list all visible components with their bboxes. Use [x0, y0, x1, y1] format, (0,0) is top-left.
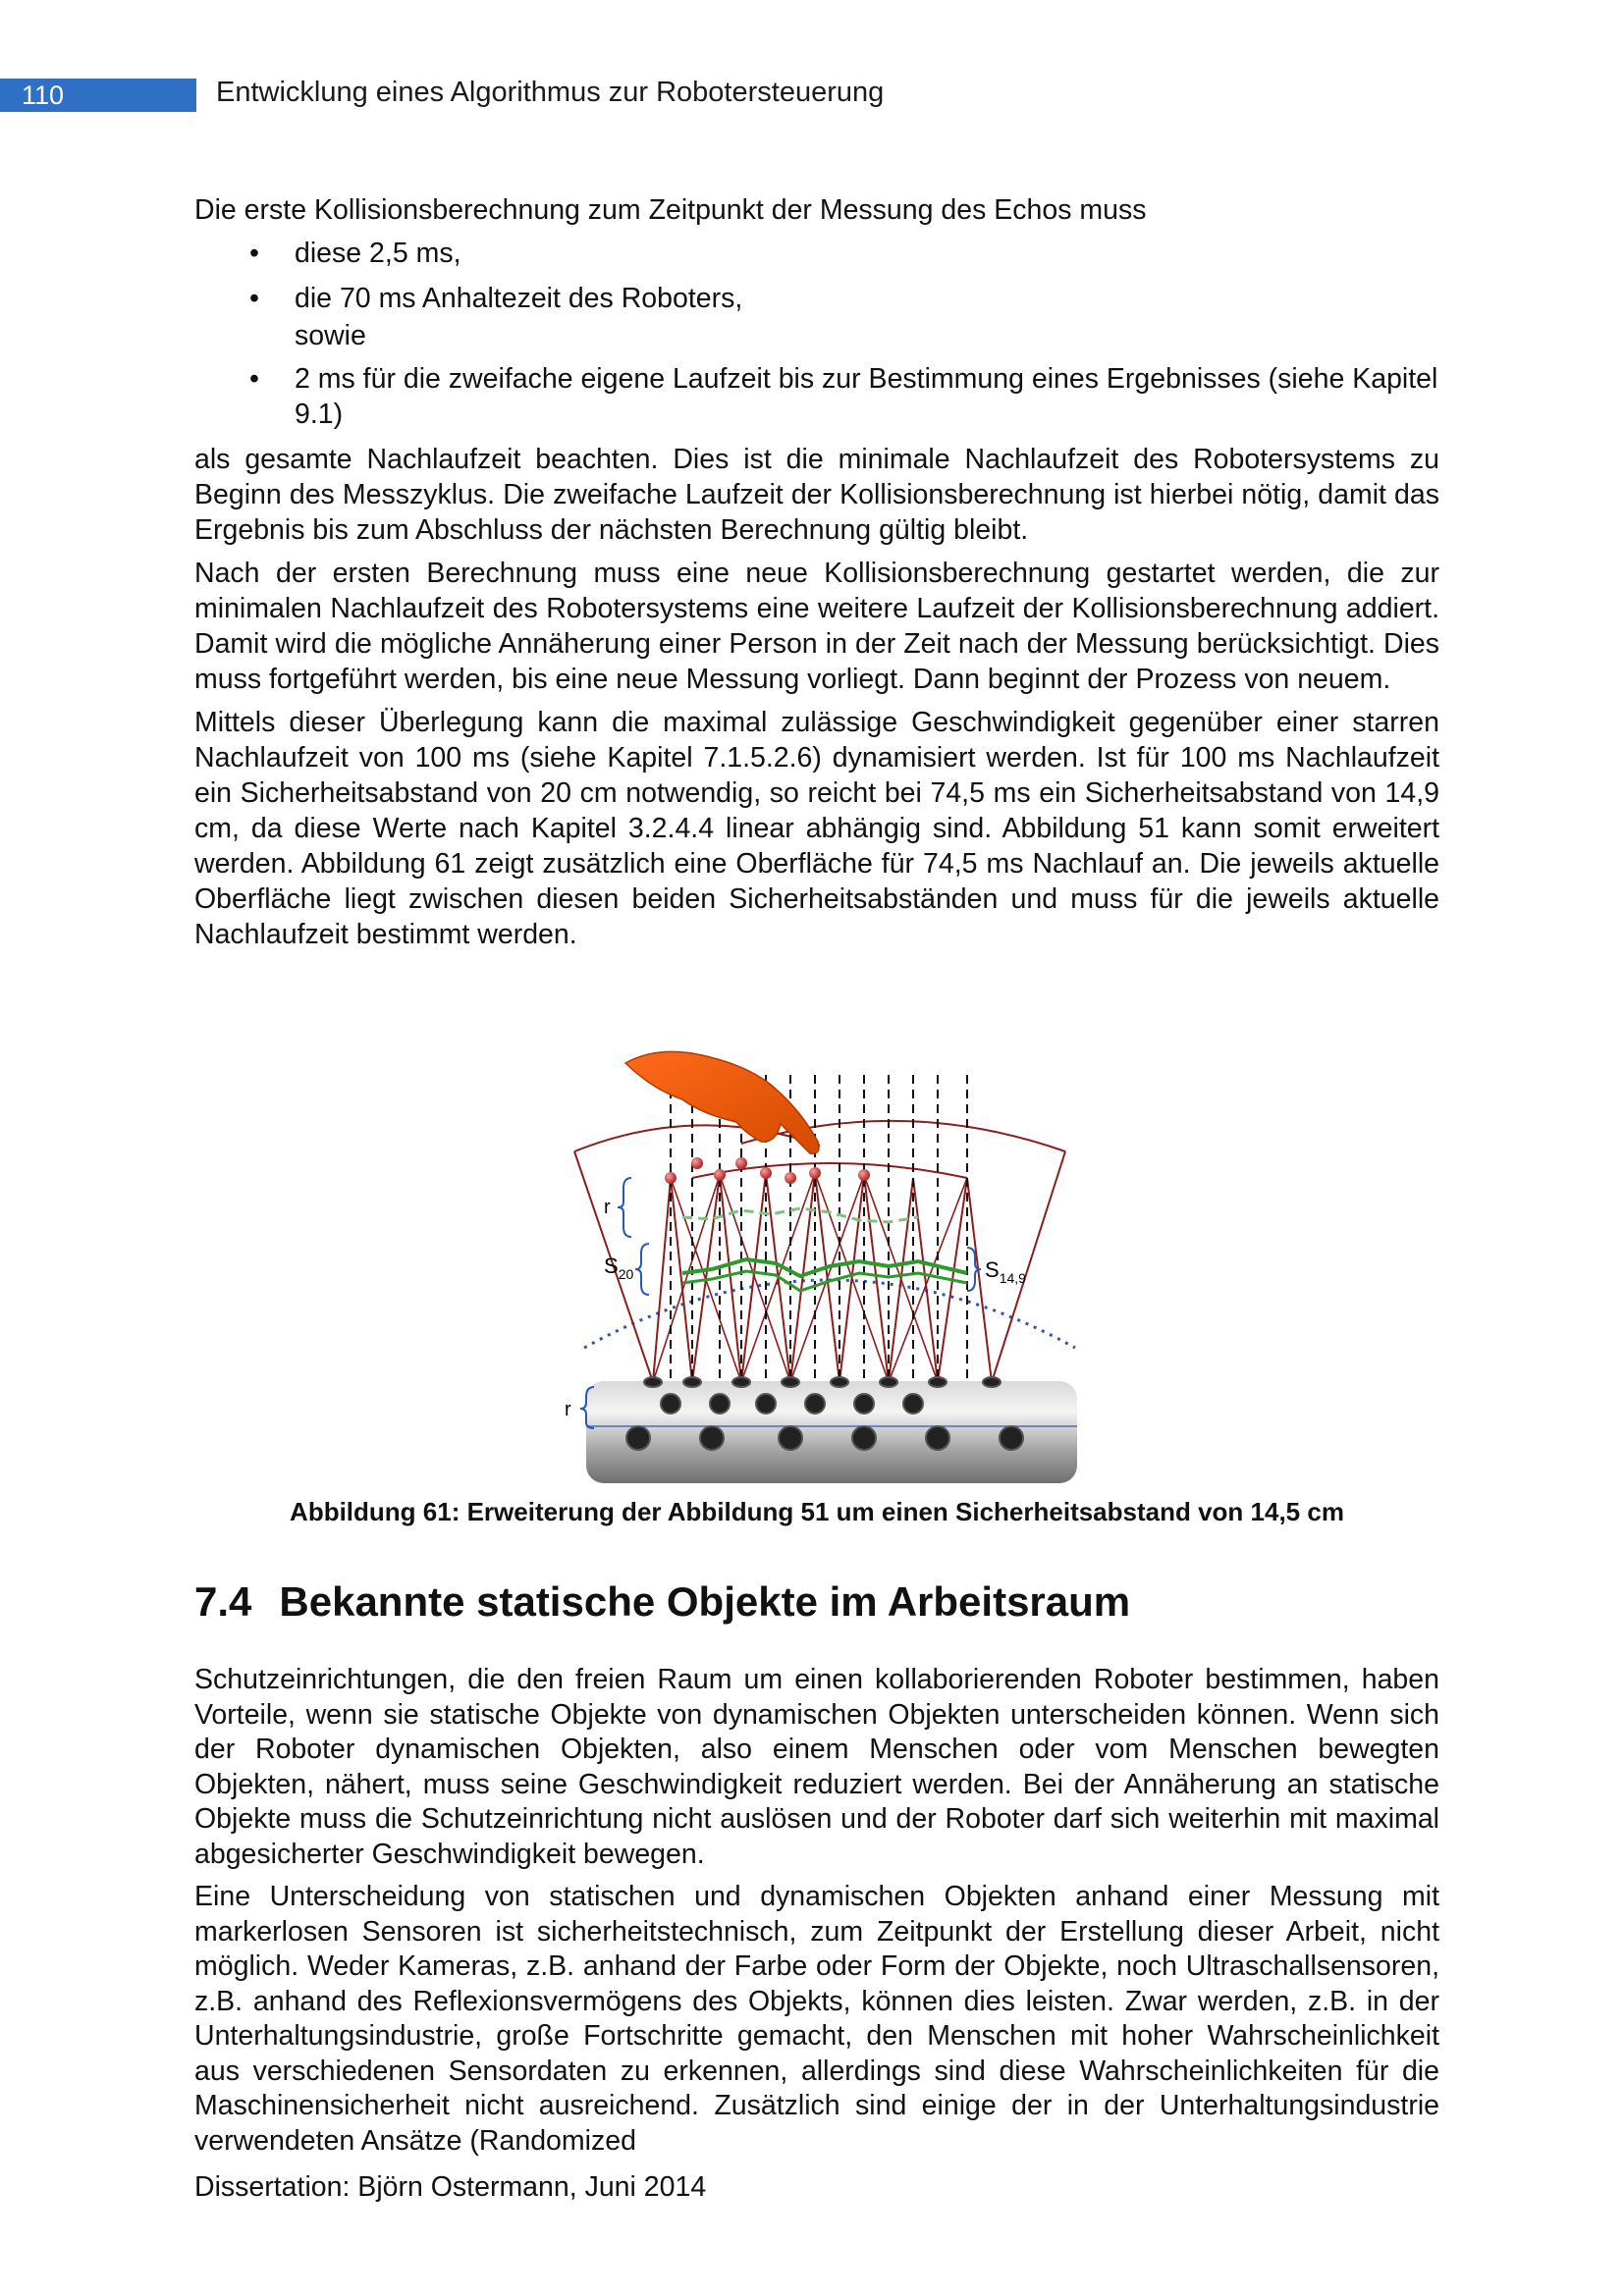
section-number: 7.4	[194, 1578, 252, 1625]
list-item: • diese 2,5 ms,	[249, 238, 461, 269]
figure-61	[565, 1016, 1085, 1497]
sowie-line: sowie	[295, 320, 366, 351]
paragraph: Schutzeinrichtungen, die den freien Raum um einen kollaborierenden Roboter bestimmen, haben Vorteile, wenn sie statische Objekte von dynamischen Objekten unterscheiden können. Wenn sich der Roboter dynamischen Objekten, also einem Menschen oder vom Menschen bewegten Objekten, nähert, muss seine Geschwindigkeit reduziert werden. Bei der Annäherung an statische Objekte muss die Schutzeinrichtung nicht auslösen und der Roboter darf sich weiterhin mit maximal abgesicherter Geschwindigkeit bewegen.	[194, 1664, 1439, 1870]
sensor-diagram	[565, 1016, 1085, 1497]
intro-paragraph: Die erste Kollisionsberechnung zum Zeitpunkt der Messung des Echos muss	[194, 194, 1147, 226]
label-r-top: r	[604, 1197, 611, 1218]
running-title: Entwicklung eines Algorithmus zur Robotersteuerung	[216, 77, 885, 108]
list-item: • die 70 ms Anhaltezeit des Roboters,	[249, 283, 743, 314]
figure-caption: Abbildung 61: Erweiterung der Abbildung 51 um einen Sicherheitsabstand von 14,5 cm	[290, 1497, 1344, 1526]
label-r-bottom: r	[565, 1399, 571, 1420]
cone-edge	[992, 1151, 1065, 1382]
paragraph: Mittels dieser Überlegung kann die maximal zulässige Geschwindigkeit gegenüber einer starren Nachlaufzeit von 100 ms (siehe Kapitel 7.1.5.2.6) dynamisiert werden. Ist für 100 ms Nachlaufzeit ein Sicherheitsabstand von 20 cm notwendig, so reicht bei 74,5 ms ein Sicherheitsabstand von 14,9 cm, da diese Werte nach Kapitel 3.2.4.4 linear abhängig sind. Abbildung 51 kann somit erweitert werden. Abbildung 61 zeigt zusätzlich eine Oberfläche für 74,5 ms Nachlauf an. Die jeweils aktuelle Oberfläche liegt zwischen diesen beiden Sicherheitsabständen und muss für die jeweils aktuelle Nachlaufzeit bestimmt werden.	[194, 707, 1439, 950]
label-s149: $S_{14,9}$	[985, 1257, 1026, 1286]
brace-r-top	[618, 1178, 631, 1237]
page-footer: Dissertation: Björn Ostermann, Juni 2014	[194, 2171, 707, 2203]
cone-arc	[692, 1163, 967, 1178]
list-item: • 2 ms für die zweifache eigene Laufzeit bis zur Bestimmung eines Ergebnisses (siehe Kapitel 9.1)	[249, 363, 1438, 430]
section-body	[194, 1663, 1439, 2166]
paragraph: als gesamte Nachlaufzeit beachten. Dies ist die minimale Nachlaufzeit des Robotersystems zu Beginn des Messzyklus. Die zweifache Laufzeit der Kollisionsberechnung ist hierbei nötig, damit das Ergebnis bis zum Abschluss der nächsten Berechnung gültig bleibt.	[194, 444, 1439, 546]
body-text	[194, 192, 1439, 960]
bullet-icon: •	[249, 283, 259, 314]
page-number: 110	[0, 79, 196, 112]
paragraph: Nach der ersten Berechnung muss eine neue Kollisionsberechnung gestartet werden, die zur minimalen Nachlaufzeit des Robotersystems eine weitere Laufzeit der Kollisionsberechnung addiert. Damit wird die mögliche Annäherung einer Person in der Zeit nach der Messung berücksichtigt. Dies muss fortgeführt werden, bis eine neue Messung vorliegt. Dann beginnt der Prozess von neuem.	[194, 558, 1439, 695]
section-heading	[194, 1578, 1130, 1626]
label-s20: $S_{20}$	[604, 1254, 634, 1282]
section-title: Bekannte statische Objekte im Arbeitsraum	[279, 1578, 1131, 1625]
bullet-list	[194, 236, 1439, 432]
brace-s20	[635, 1244, 649, 1295]
bullet-icon: •	[249, 238, 259, 269]
paragraph: Eine Unterscheidung von statischen und dynamischen Objekten anhand einer Messung mit markerlosen Sensoren ist sicherheitstechnisch, zum Zeitpunkt der Erstellung dieser Arbeit, nicht möglich. Weder Kameras, z.B. anhand der Farbe oder Form der Objekte, noch Ultraschallsensoren, z.B. anhand des Reflexionsvermögens des Objekts, können dies leisten. Zwar werden, z.B. in der Unterhaltungsindustrie, große Fortschritte gemacht, den Menschen mit hoher Wahrscheinlichkeit aus verschiedenen Sensordaten zu erkennen, allerdings sind diese Wahrscheinlichkeiten für die Maschinensicherheit nicht ausreichend. Zusätzlich sind einige der in der Unterhaltungsindustrie verwendeten Ansätze (Randomized	[194, 1881, 1439, 2157]
cone-arc	[574, 1125, 820, 1151]
brace-s149	[967, 1248, 981, 1291]
bullet-icon: •	[249, 363, 259, 395]
